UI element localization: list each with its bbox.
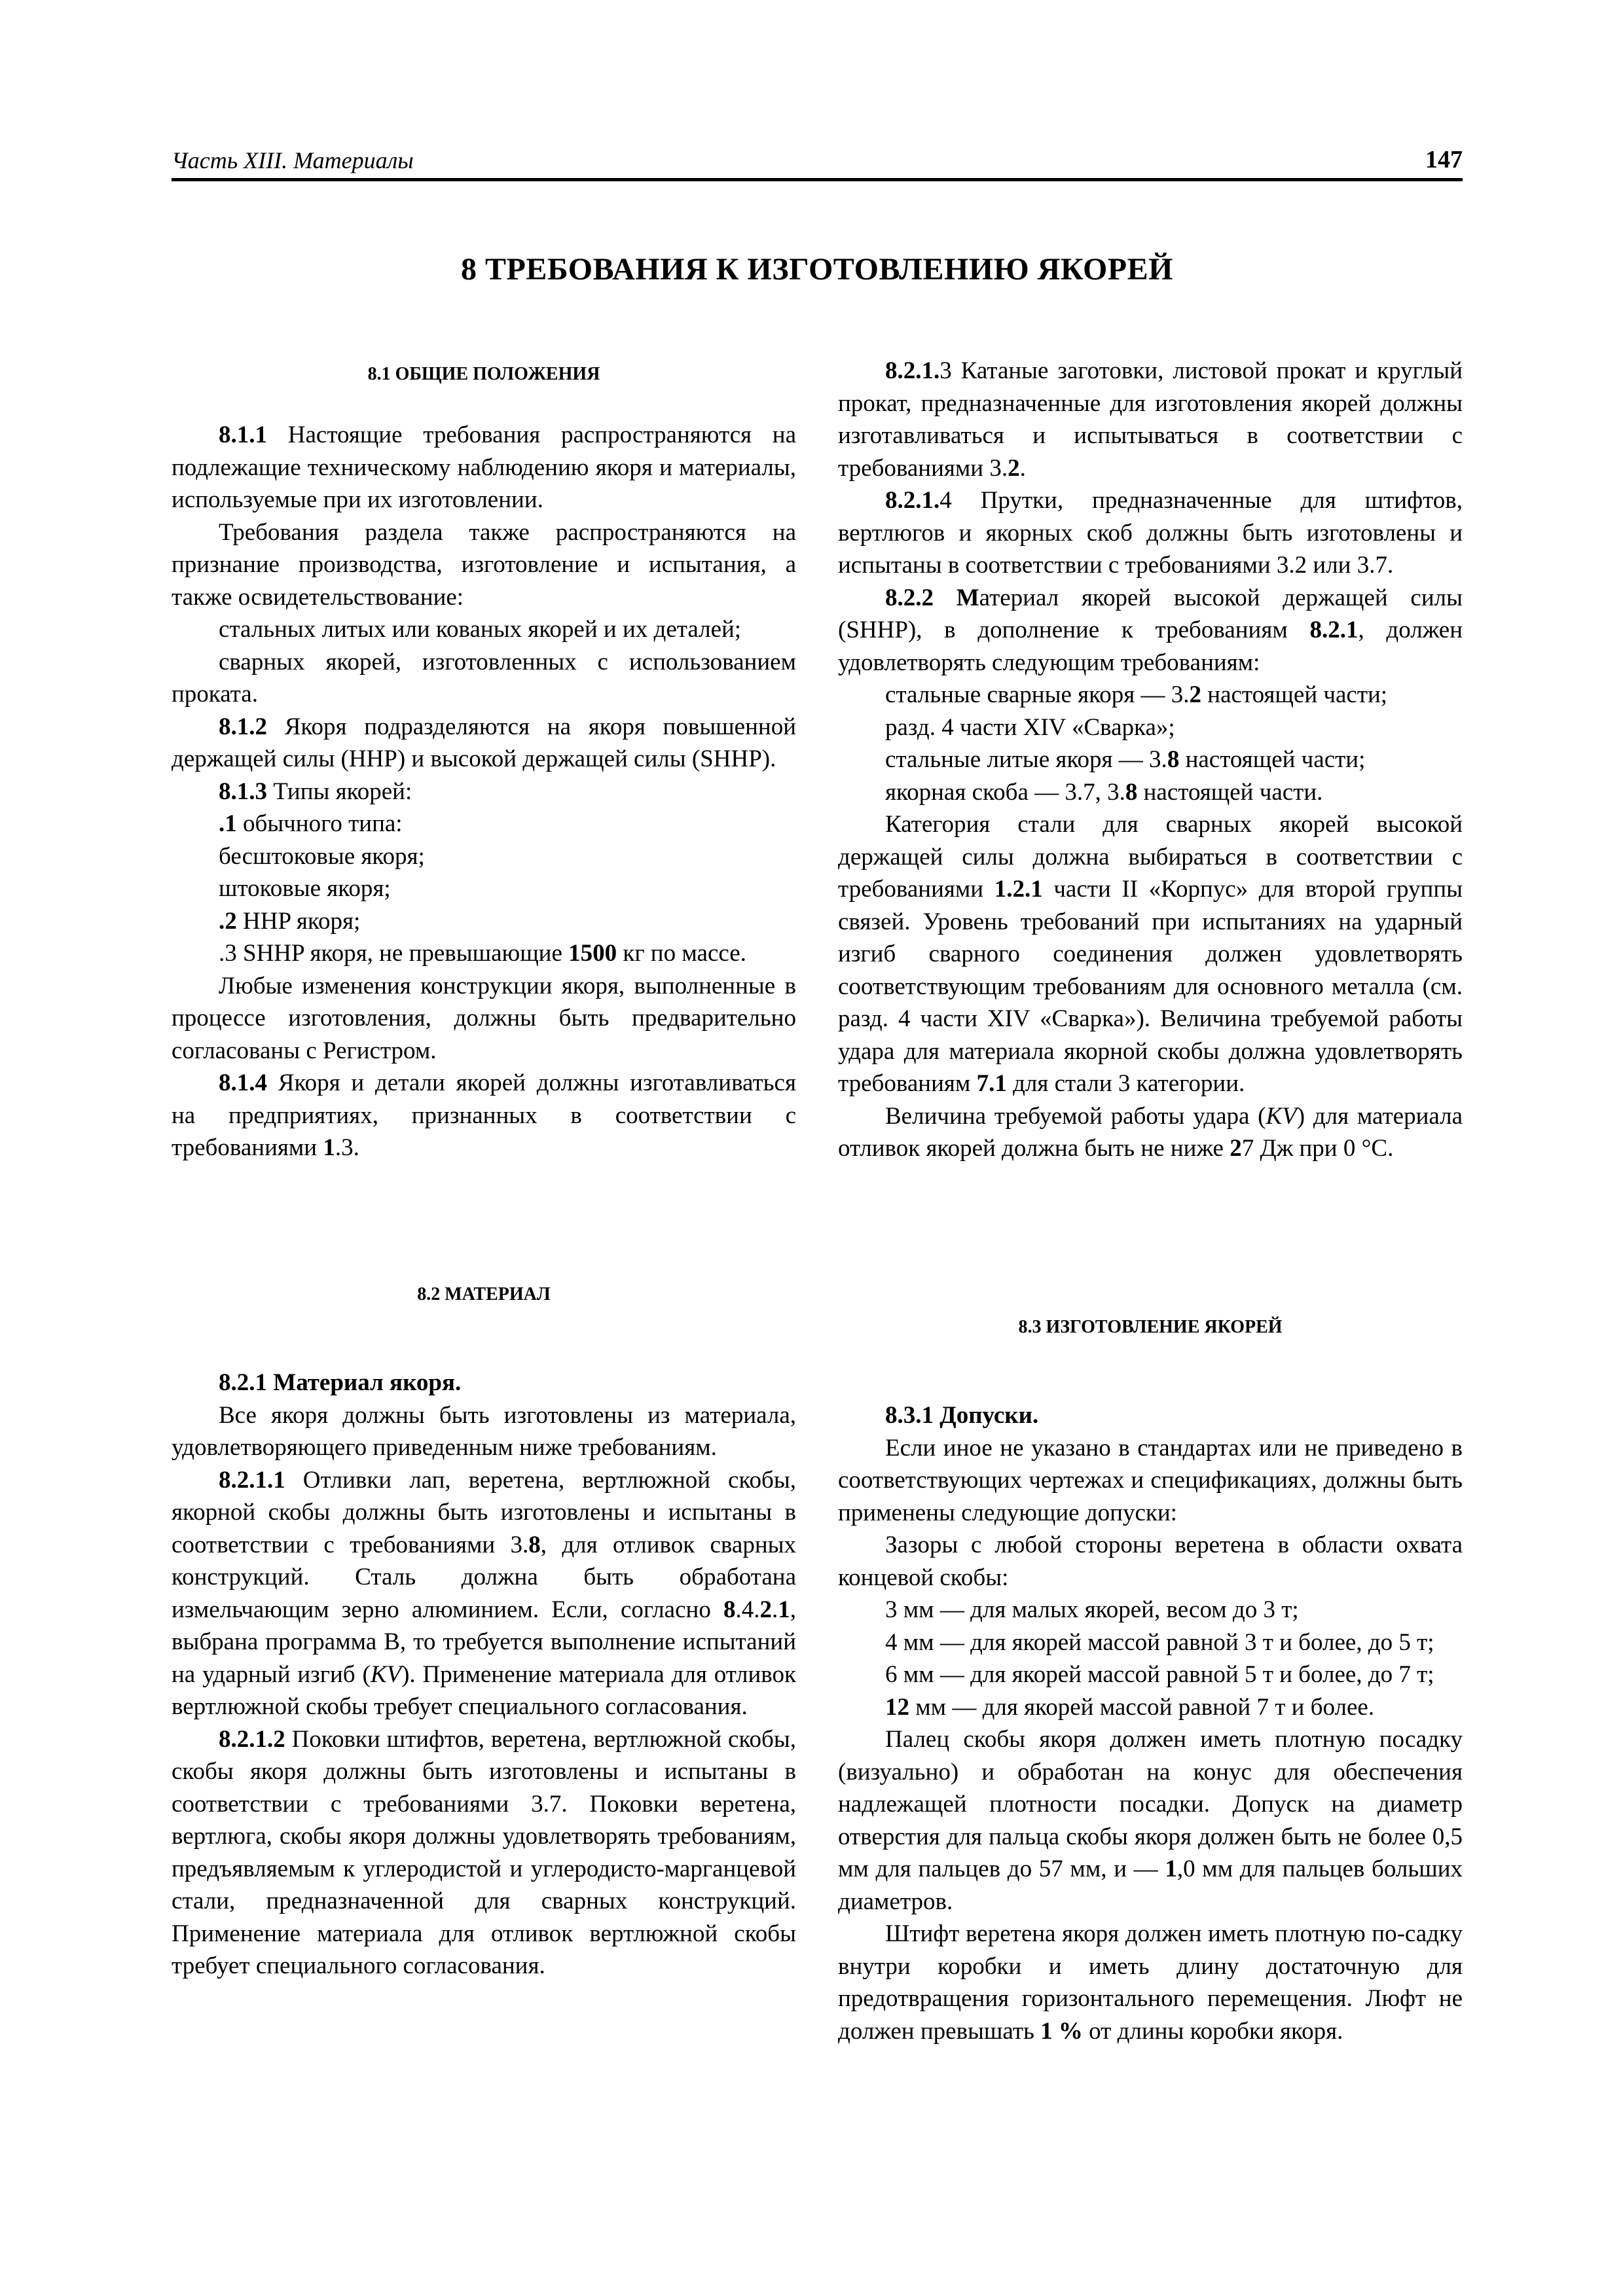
list-item: штоковые якоря; — [219, 875, 391, 902]
section-8-1-body — [172, 419, 796, 1164]
running-header — [172, 145, 1463, 178]
list-item: 6 мм — для якорей массой равной 5 т и более, до 7 т; — [885, 1661, 1434, 1688]
section-8-2-body-left — [172, 1367, 796, 1982]
section-heading-8-3: 8.3 ИЗГОТОВЛЕНИЕ ЯКОРЕЙ — [1018, 1317, 1283, 1337]
paragraph-shackle-pin: Палец скобы якоря должен иметь плотную посадку (визуально) и обработан на конус для обеспечения надлежащей плотности посадки. Допуск на диаметр отверстия для пальца скобы якоря должен быть не более 0,5 мм для пальцев до 57 мм, и — 1,0 мм для пальцев больших диаметров. — [838, 1726, 1463, 1915]
paragraph-scope: Требования раздела также распространяются на признание производства, изготовление и испытания, а также освидетельствование: — [172, 518, 796, 611]
paragraph-changes: Любые изменения конструкции якоря, выполненные в процессе изготовления, должны быть предварительно согласованы с Регистром. — [172, 972, 796, 1064]
section-heading-8-2: 8.2 МАТЕРИАЛ — [417, 1284, 551, 1304]
section-heading-8-1: 8.1 ОБЩИЕ ПОЛОЖЕНИЯ — [367, 364, 600, 384]
list-item: стальных литых или кованых якорей и их деталей; — [219, 616, 742, 643]
header-rule — [172, 178, 1463, 181]
paragraph-impact-energy: Величина требуемой работы удара (KV) для материала отливок якорей должна быть не ниже 27 Дж при 0 °С. — [838, 1102, 1463, 1162]
paragraph-8-3-1: 8.3.1 Допуски. — [885, 1402, 1039, 1429]
paragraph-8-1-1: 8.1.1 Настоящие требования распространяются на подлежащие техническому наблюдению якоря и материалы, используемые при их изготовлении. — [172, 422, 796, 513]
list-item: 3 мм — для малых якорей, весом до 3 т; — [885, 1596, 1299, 1623]
paragraph-8-2-2: 8.2.2 Материал якорей высокой держащей силы (SHHP), в дополнение к требованиям 8.2.1, должен удовлетворять следующим требованиям: — [838, 584, 1463, 676]
list-item: бесштоковые якоря; — [219, 842, 425, 870]
list-item: .1 обычного типа: — [219, 810, 403, 837]
paragraph-8-2-1-3: 8.2.1.3 Катаные заготовки, листовой прокат и круглый прокат, предназначенные для изготовления якорей должны изготавливаться и испытываться в соответствии с требованиями 3.2. — [838, 357, 1463, 482]
list-item: стальные литые якоря — 3.8 настоящей части; — [885, 746, 1366, 773]
list-item: .2 HHP якоря; — [219, 907, 361, 935]
list-item: стальные сварные якоря — 3.2 настоящей части; — [885, 681, 1388, 708]
paragraph-all-anchors: Все якоря должны быть изготовлены из материала, удовлетворяющего приведенным ниже требованиям. — [172, 1401, 796, 1461]
section-8-3-body — [838, 1399, 1463, 2047]
section-8-2-body-right — [838, 355, 1463, 1165]
list-item: якорная скоба — 3.7, 3.8 настоящей части. — [885, 778, 1323, 806]
part-title: Часть XIII. Материалы — [172, 147, 414, 173]
paragraph-8-1-4: 8.1.4 Якоря и детали якорей должны изготавливаться на предприятиях, признанных в соответствии с требованиями 1.3. — [172, 1069, 796, 1161]
list-item: 4 мм — для якорей массой равной 3 т и более, до 5 т; — [885, 1628, 1434, 1656]
list-item: .3 SHHP якоря, не превышающие 1500 кг по массе. — [219, 940, 746, 967]
list-item: сварных якорей, изготовленных с использованием проката. — [172, 648, 796, 708]
paragraph-8-2-1-1: 8.2.1.1 Отливки лап, веретена, вертлюжной скобы, якорной скобы должны быть изготовлены и испытаны в соответствии с требованиями 3.8, для отливок сварных конструкций. Сталь должна быть обработана измельчающим зерно алюминием. Если, согласно 8.4.2.1, выбрана программа B, то требуется выполнение испытаний на ударный изгиб (KV). Применение материала для отливок вертлюжной скобы требует специального согласования. — [172, 1466, 797, 1720]
chapter-title: 8 ТРЕБОВАНИЯ К ИЗГОТОВЛЕНИЮ ЯКОРЕЙ — [461, 252, 1173, 287]
paragraph-8-2-1-2: 8.2.1.2 Поковки штифтов, веретена, вертлюжной скобы, скобы якоря должны быть изготовлены и испытаны в соответствии с требованиями 3.7. Поковки веретена, вертлюга, скобы якоря должны удовлетворять требованиям, предъявляемым к углеродистой и углеродисто-марганцевой стали, предназначенной для сварных конструкций. Применение материала для отливок вертлюжной скобы требует специального согласования. — [172, 1725, 796, 1979]
paragraph-gaps: Зазоры с любой стороны веретена в области охвата концевой скобы: — [838, 1532, 1463, 1591]
list-item: 12 мм — для якорей массой равной 7 т и более. — [885, 1693, 1375, 1721]
paragraph-steel-category: Категория стали для сварных якорей высокой держащей силы должна выбираться в соответствии с требованиями 1.2.1 части II «Корпус» для второй группы связей. Уровень требований при испытаниях на ударный изгиб сварного соединения должен удовлетворять соответствующим требованиям для основного металла (см. разд. 4 части XIV «Сварка»). Величина требуемой работы удара для материала якорной скобы должна удовлетворять требованиям 7.1 для стали 3 категории. — [838, 811, 1463, 1097]
list-item: разд. 4 части XIV «Сварка»; — [885, 713, 1175, 741]
paragraph-8-1-3: 8.1.3 Типы якорей: — [219, 778, 412, 805]
paragraph-8-1-2: 8.1.2 Якоря подразделяются на якоря повышенной держащей силы (HHP) и высокой держащей силы (SHHP). — [172, 713, 796, 772]
paragraph-8-2-1: 8.2.1 Материал якоря. — [219, 1369, 462, 1396]
paragraph-shank-pin: Штифт веретена якоря должен иметь плотную по-садку внутри коробки и иметь длину достаточную для предотвращения горизонтального перемещения. Люфт не должен превышать 1 % от длины коробки якоря. — [838, 1920, 1463, 2045]
page-number: 147 — [1425, 146, 1463, 173]
paragraph-tolerances-intro: Если иное не указано в стандартах или не приведено в соответствующих чертежах и спецификациях, должны быть применены следующие допуски: — [838, 1434, 1463, 1526]
paragraph-8-2-1-4: 8.2.1.4 Прутки, предназначенные для штифтов, вертлюгов и якорных скоб должны быть изготовлены и испытаны в соответствии с требованиями 3.2 или 3.7. — [838, 487, 1463, 579]
